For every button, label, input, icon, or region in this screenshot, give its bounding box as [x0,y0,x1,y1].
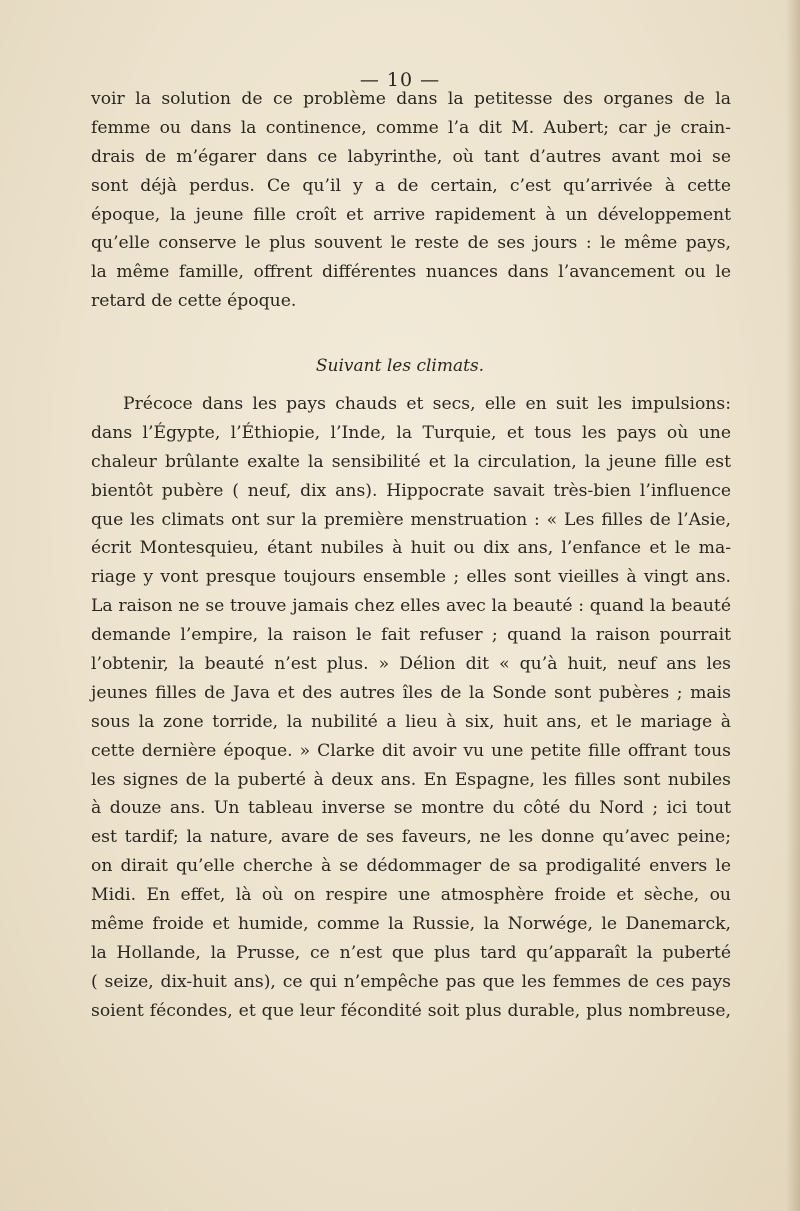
text-line: sont déjà perdus. Ce qu’il y a de certain, c’est qu’arrivée à cette [91,175,731,196]
text-line: époque, la jeune fille croît et arrive rapidement à un développement [91,204,731,225]
text-line: drais de m’égarer dans ce labyrinthe, où tant d’autres avant moi se [91,146,731,167]
page-number: — 10 — [359,69,441,91]
text-line: la Hollande, la Prusse, ce n’est que plus tard qu’apparaît la puberté [91,942,731,963]
text-line: retard de cette époque. [91,291,297,312]
text-line: que les climats ont sur la première menstruation : « Les filles de l’Asie, [91,509,731,530]
text-line: Précoce dans les pays chauds et secs, elle en suit les impulsions: [123,394,731,414]
text-line: Midi. En effet, là où on respire une atmosphère froide et sèche, ou [91,885,731,906]
text-line: qu’elle conserve le plus souvent le reste de ses jours : le même pays, [91,233,731,254]
text-line: à douze ans. Un tableau inverse se montre du côté du Nord ; ici tout [91,798,731,819]
text-line: la même famille, offrent différentes nuances dans l’avancement ou le [91,262,731,283]
paragraph-1 [91,85,731,316]
text-line: jeunes filles de Java et des autres îles de la Sonde sont pubères ; mais [91,682,731,703]
text-line: on dirait qu’elle cherche à se dédommager de sa prodigalité envers le [91,856,731,877]
text-line: riage y vont presque toujours ensemble ; elles sont vieilles à vingt ans. [91,567,731,588]
text-line: femme ou dans la continence, comme l’a dit M. Aubert; car je crain- [91,117,731,138]
section-heading: Suivant les climats. [315,356,485,376]
text-line: bientôt pubère ( neuf, dix ans). Hippocrate savait très-bien l’influence [91,480,731,501]
text-line: est tardif; la nature, avare de ses faveurs, ne les donne qu’avec peine; [91,827,731,848]
text-line: cette dernière époque. » Clarke dit avoir vu une petite fille offrant tous [91,740,731,761]
text-line: même froide et humide, comme la Russie, la Norwége, le Danemarck, [91,914,731,935]
text-line: soient fécondes, et que leur fécondité soit plus durable, plus nombreuse, [91,1000,731,1021]
text-line: dans l’Égypte, l’Éthiopie, l’Inde, la Turquie, et tous les pays où une [91,422,731,443]
paragraph-2 [91,390,731,1026]
text-line: les signes de la puberté à deux ans. En Espagne, les filles sont nubiles [91,769,731,790]
text-line: voir la solution de ce problème dans la petitesse des organes de la [91,89,731,109]
text-line: sous la zone torride, la nubilité a lieu à six, huit ans, et le mariage à [91,711,731,732]
text-line: chaleur brûlante exalte la sensibilité et la circulation, la jeune fille est [91,451,731,472]
page-edge-shadow [786,0,800,1211]
text-line: demande l’empire, la raison le fait refuser ; quand la raison pourrait [91,625,731,646]
text-line: écrit Montesquieu, étant nubiles à huit ou dix ans, l’enfance et le ma- [91,538,731,559]
text-line: ( seize, dix-huit ans), ce qui n’empêche pas que les femmes de ces pays [91,971,731,992]
text-line: La raison ne se trouve jamais chez elles avec la beauté : quand la beauté [91,596,731,617]
text-line: l’obtenir, la beauté n’est plus. » Délion dit « qu’à huit, neuf ans les [91,654,731,675]
